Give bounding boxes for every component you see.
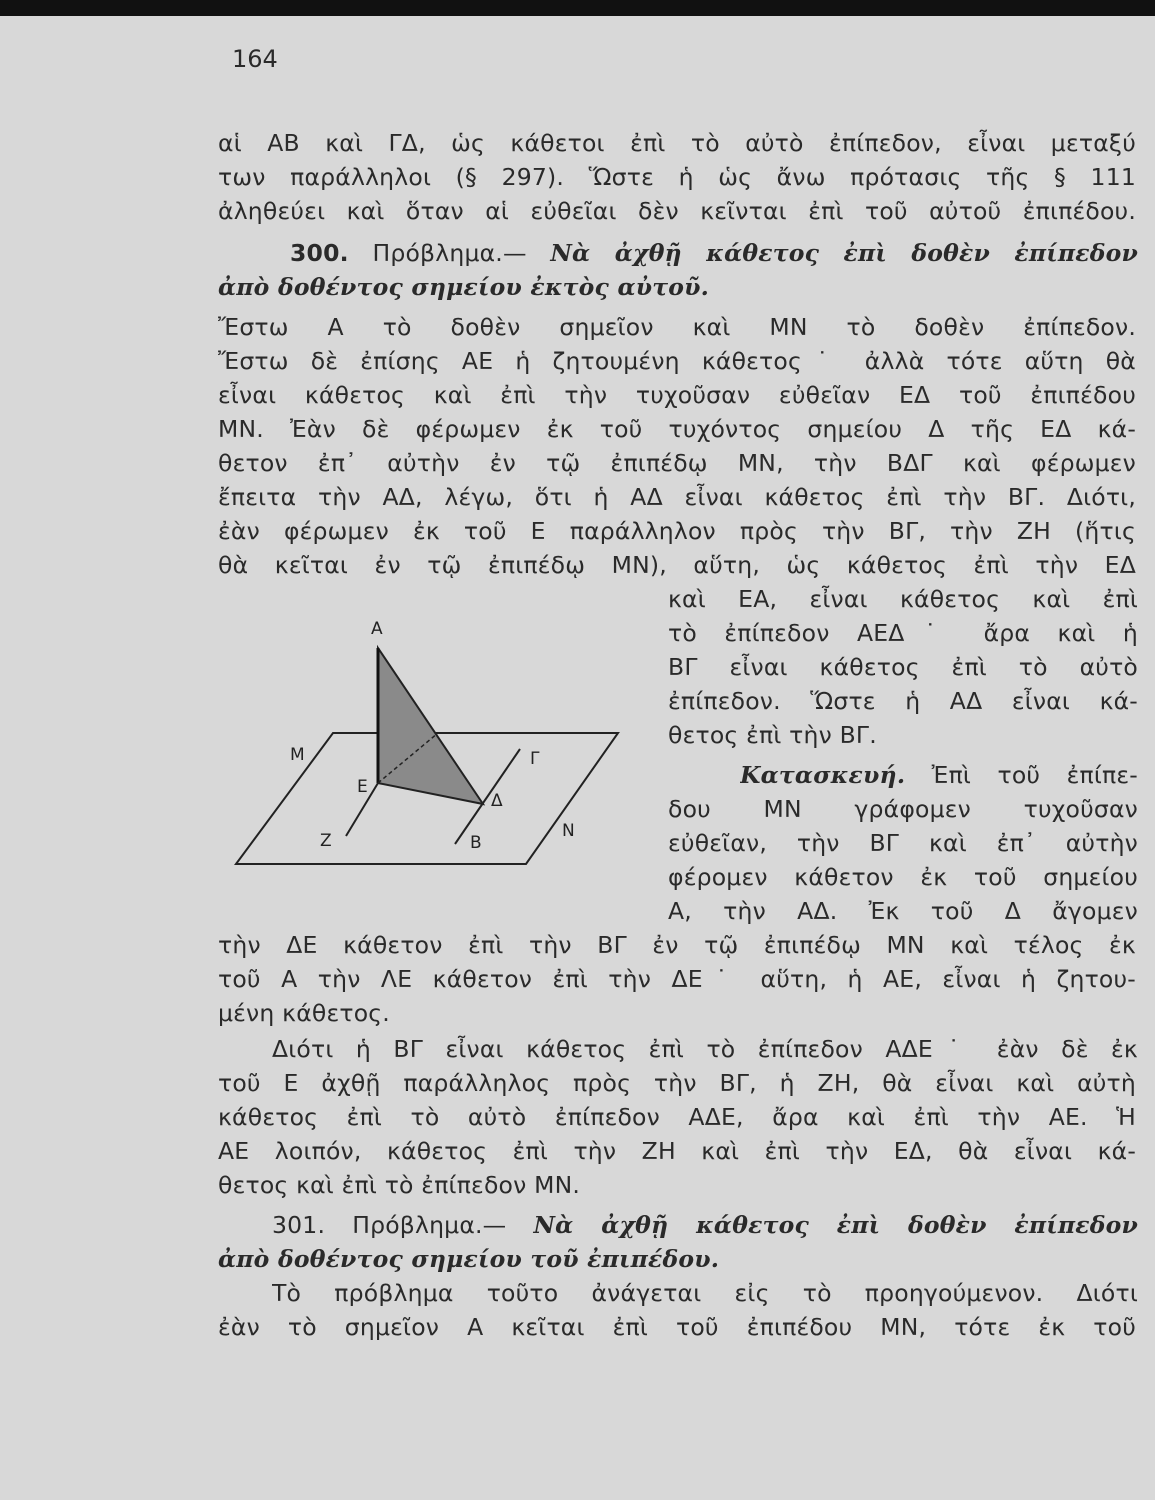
label-g: Γ xyxy=(530,749,540,769)
label-e: Ε xyxy=(357,777,368,797)
text-line: τοῦ Ε ἀχθῇ παράλληλος πρὸς τὴν ΒΓ, ἡ ΖΗ, θὰ εἶναι καὶ αὐτὴ xyxy=(218,1069,1136,1097)
label-z: Ζ xyxy=(320,831,332,851)
label-d: Δ xyxy=(491,791,503,811)
text-line: θετος καὶ ἐπὶ τὸ ἐπίπεδον ΜΝ. xyxy=(218,1171,581,1199)
problem-title-cont: ἀπὸ δοθέντος σημείου τοῦ ἐπιπέδου. xyxy=(218,1245,720,1273)
side-text-line: ΒΓ εἶναι κάθετος ἐπὶ τὸ αὐτὸ xyxy=(668,653,1138,681)
triangle-aed xyxy=(378,648,483,804)
scan-top-border xyxy=(0,0,1155,16)
side-text-line: θετος ἐπὶ τὴν ΒΓ. xyxy=(668,721,877,749)
problem-number: 301. xyxy=(272,1211,326,1239)
problem-title-cont: ἀπὸ δοθέντος σημείου ἐκτὸς αὐτοῦ. xyxy=(218,273,710,301)
geometry-figure xyxy=(228,608,648,878)
construction-text: Ἐπὶ τοῦ ἐπίπε- xyxy=(931,761,1138,789)
problem-title: Νὰ ἀχθῇ κάθετος ἐπὶ δοθὲν ἐπίπεδον xyxy=(533,1211,1138,1239)
problem-300-heading xyxy=(290,236,1138,270)
construction-label: Κατασκευή. xyxy=(740,761,906,789)
text-line: θὰ κεῖται ἐν τῷ ἐπιπέδῳ ΜΝ), αὕτη, ὡς κάθετος ἐπὶ τὴν ΕΔ xyxy=(218,551,1136,579)
problem-300-title-cont xyxy=(218,270,1136,304)
text-line: μένη κάθετος. xyxy=(218,999,390,1027)
side-text-line: Α, τὴν ΑΔ. Ἐκ τοῦ Δ ἄγομεν xyxy=(668,897,1138,925)
text-line: ἔπειτα τὴν ΑΔ, λέγω, ὅτι ἡ ΑΔ εἶναι κάθετος ἐπὶ τὴν ΒΓ. Διότι, xyxy=(218,483,1136,511)
label-b: Β xyxy=(470,833,482,853)
text-line: ΑΕ λοιπόν, κάθετος ἐπὶ τὴν ΖΗ καὶ ἐπὶ τὴν ΕΔ, θὰ εἶναι κά- xyxy=(218,1137,1136,1165)
construction-heading xyxy=(740,758,1138,792)
side-text-line: δου ΜΝ γράφομεν τυχοῦσαν xyxy=(668,795,1138,823)
text-line: τοῦ Α τὴν ΛΕ κάθετον ἐπὶ τὴν ΔΕ˙ αὕτη, ἡ ΑΕ, εἶναι ἡ ζητου- xyxy=(218,965,1136,993)
side-text-line: ἐπίπεδον. Ὥστε ἡ ΑΔ εἶναι κά- xyxy=(668,687,1138,715)
text-line: ἐὰν τὸ σημεῖον Α κεῖται ἐπὶ τοῦ ἐπιπέδου ΜΝ, τότε ἐκ τοῦ xyxy=(218,1313,1136,1341)
text-line: αἱ ΑΒ καὶ ΓΔ, ὡς κάθετοι ἐπὶ τὸ αὐτὸ ἐπίπεδον, εἶναι μεταξύ xyxy=(218,129,1136,157)
problem-label: Πρόβλημα.— xyxy=(352,1211,507,1239)
text-line: ἀληθεύει καὶ ὅταν αἱ εὐθεῖαι δὲν κεῖνται ἐπὶ τοῦ αὐτοῦ ἐπιπέδου. xyxy=(218,197,1136,225)
text-line: Ἔστω Α τὸ δοθὲν σημεῖον καὶ ΜΝ τὸ δοθὲν ἐπίπεδον. xyxy=(218,313,1136,341)
text-line: κάθετος ἐπὶ τὸ αὐτὸ ἐπίπεδον ΑΔΕ, ἄρα καὶ ἐπὶ τὴν ΑΕ. Ἡ xyxy=(218,1103,1136,1131)
text-line: ΜΝ. Ἐὰν δὲ φέρωμεν ἐκ τοῦ τυχόντος σημείου Δ τῆς ΕΔ κά- xyxy=(218,415,1136,443)
label-a: Α xyxy=(371,619,383,639)
text-line: ἐὰν φέρωμεν ἐκ τοῦ Ε παράλληλον πρὸς τὴν ΒΓ, τὴν ΖΗ (ἥτις xyxy=(218,517,1136,545)
text-line: τὴν ΔΕ κάθετον ἐπὶ τὴν ΒΓ ἐν τῷ ἐπιπέδῳ ΜΝ καὶ τέλος ἐκ xyxy=(218,931,1136,959)
text-line: Διότι ἡ ΒΓ εἶναι κάθετος ἐπὶ τὸ ἐπίπεδον ΑΔΕ˙ ἐὰν δὲ ἐκ xyxy=(272,1035,1138,1063)
problem-number: 300. xyxy=(290,239,349,267)
side-text-line: εὐθεῖαν, τὴν ΒΓ καὶ ἐπ᾽ αὐτὴν xyxy=(668,829,1138,857)
side-text-line: τὸ ἐπίπεδον ΑΕΔ˙ ἄρα καὶ ἡ xyxy=(668,619,1138,647)
problem-301-title-cont xyxy=(218,1242,1136,1276)
text-line: εἶναι κάθετος καὶ ἐπὶ τὴν τυχοῦσαν εὐθεῖαν ΕΔ τοῦ ἐπιπέδου xyxy=(218,381,1136,409)
text-line: των παράλληλοι (§ 297). Ὥστε ἡ ὡς ἄνω πρότασις τῆς § 111 xyxy=(218,163,1136,191)
text-line: Ἔστω δὲ ἐπίσης ΑΕ ἡ ζητουμένη κάθετος˙ ἀλλὰ τότε αὕτη θὰ xyxy=(218,347,1136,375)
problem-title: Νὰ ἀχθῇ κάθετος ἐπὶ δοθὲν ἐπίπεδον xyxy=(550,239,1138,267)
problem-301-heading xyxy=(272,1208,1138,1242)
label-m: Μ xyxy=(290,745,305,765)
side-text-line: καὶ ΕΑ, εἶναι κάθετος καὶ ἐπὶ xyxy=(668,585,1138,613)
problem-label: Πρόβλημα.— xyxy=(372,239,527,267)
text-line: Τὸ πρόβλημα τοῦτο ἀνάγεται εἰς τὸ προηγούμενον. Διότι xyxy=(272,1279,1138,1307)
side-text-line: φέρομεν κάθετον ἐκ τοῦ σημείου xyxy=(668,863,1138,891)
label-n: Ν xyxy=(562,821,575,841)
page-number: 164 xyxy=(232,45,278,73)
text-line: θετον ἐπ᾽ αὐτὴν ἐν τῷ ἐπιπέδῳ ΜΝ, τὴν ΒΔΓ καὶ φέρωμεν xyxy=(218,449,1136,477)
